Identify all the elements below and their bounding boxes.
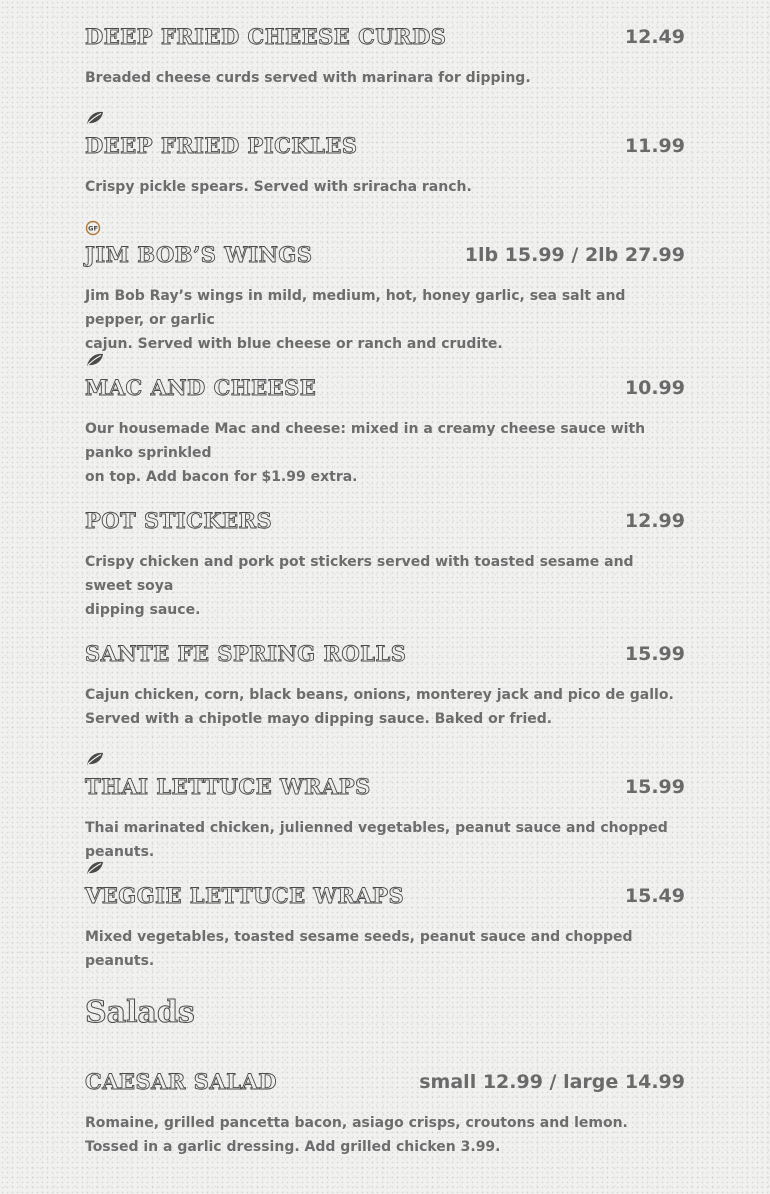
menu-item-description — [85, 816, 685, 864]
description-line: Crispy chicken and pork pot stickers served with toasted sesame and sweet soya — [85, 554, 634, 594]
menu-item-price: 1lb 15.99 / 2lb 27.99 — [464, 244, 685, 266]
leaf-icon — [85, 110, 105, 126]
leaf-icon — [85, 860, 105, 876]
description-line: Crispy pickle spears. Served with sriracha ranch. — [85, 179, 472, 195]
menu-item-price: 12.49 — [624, 26, 685, 48]
menu-item-title-row — [85, 639, 685, 669]
menu-item-description — [85, 550, 685, 622]
menu-item-description — [85, 175, 685, 199]
menu-item-price: 10.99 — [624, 377, 685, 399]
menu-item-price: small 12.99 / large 14.99 — [419, 1071, 685, 1093]
description-line: Romaine, grilled pancetta bacon, asiago crisps, croutons and lemon. — [85, 1115, 628, 1131]
description-line: Our housemade Mac and cheese: mixed in a creamy cheese sauce with panko sprinkled — [85, 421, 646, 461]
menu-item-title-row — [85, 373, 685, 403]
menu-item-name: CAESAR SALAD — [85, 1069, 277, 1094]
leaf-icon — [85, 751, 105, 767]
section-heading-salads: Salads — [85, 995, 195, 1030]
leaf-icon — [85, 352, 105, 368]
svg-text:GF: GF — [88, 224, 98, 233]
menu-item-title-row — [85, 772, 685, 802]
description-line: cajun. Served with blue cheese or ranch and crudite. — [85, 336, 503, 352]
menu-item-name: DEEP FRIED CHEESE CURDS — [85, 24, 447, 49]
menu-item-name: MAC AND CHEESE — [85, 375, 317, 400]
menu-item-price: 15.49 — [624, 885, 685, 907]
menu-item-description — [85, 1111, 685, 1159]
menu-item-price: 15.99 — [624, 776, 685, 798]
description-line: Cajun chicken, corn, black beans, onions, monterey jack and pico de gallo. — [85, 687, 674, 703]
menu-item-name: DEEP FRIED PICKLES — [85, 133, 358, 158]
menu-item-name: THAI LETTUCE WRAPS — [85, 774, 371, 799]
description-line: Tossed in a garlic dressing. Add grilled chicken 3.99. — [85, 1139, 501, 1155]
menu-item-title-row — [85, 131, 685, 161]
menu-item-price: 11.99 — [624, 135, 685, 157]
gluten-free-icon — [85, 220, 105, 236]
menu-item-title-row — [85, 1067, 685, 1097]
menu-item-title-row — [85, 240, 685, 270]
menu-item-name: VEGGIE LETTUCE WRAPS — [85, 883, 405, 908]
menu-item-title-row — [85, 881, 685, 911]
menu-item-name: SANTE FE SPRING ROLLS — [85, 641, 407, 666]
description-line: Thai marinated chicken, julienned vegetables, peanut sauce and chopped peanuts. — [85, 820, 668, 860]
menu-item-description — [85, 66, 685, 90]
description-line: on top. Add bacon for $1.99 extra. — [85, 469, 358, 485]
menu-item-description — [85, 683, 685, 731]
menu-item-description — [85, 925, 685, 973]
menu-item-price: 12.99 — [624, 510, 685, 532]
menu-item-name: POT STICKERS — [85, 508, 273, 533]
description-line: dipping sauce. — [85, 602, 201, 618]
description-line: Jim Bob Ray’s wings in mild, medium, hot, honey garlic, sea salt and pepper, or garlic — [85, 288, 626, 328]
description-line: Breaded cheese curds served with marinara for dipping. — [85, 70, 531, 86]
menu-item-name: JIM BOB’S WINGS — [85, 242, 313, 267]
menu-item-description — [85, 284, 685, 356]
menu-item-description — [85, 417, 685, 489]
description-line: Mixed vegetables, toasted sesame seeds, peanut sauce and chopped peanuts. — [85, 929, 633, 969]
description-line: Served with a chipotle mayo dipping sauce. Baked or fried. — [85, 711, 553, 727]
menu-item-title-row — [85, 22, 685, 52]
menu-item-price: 15.99 — [624, 643, 685, 665]
menu-item-title-row — [85, 506, 685, 536]
